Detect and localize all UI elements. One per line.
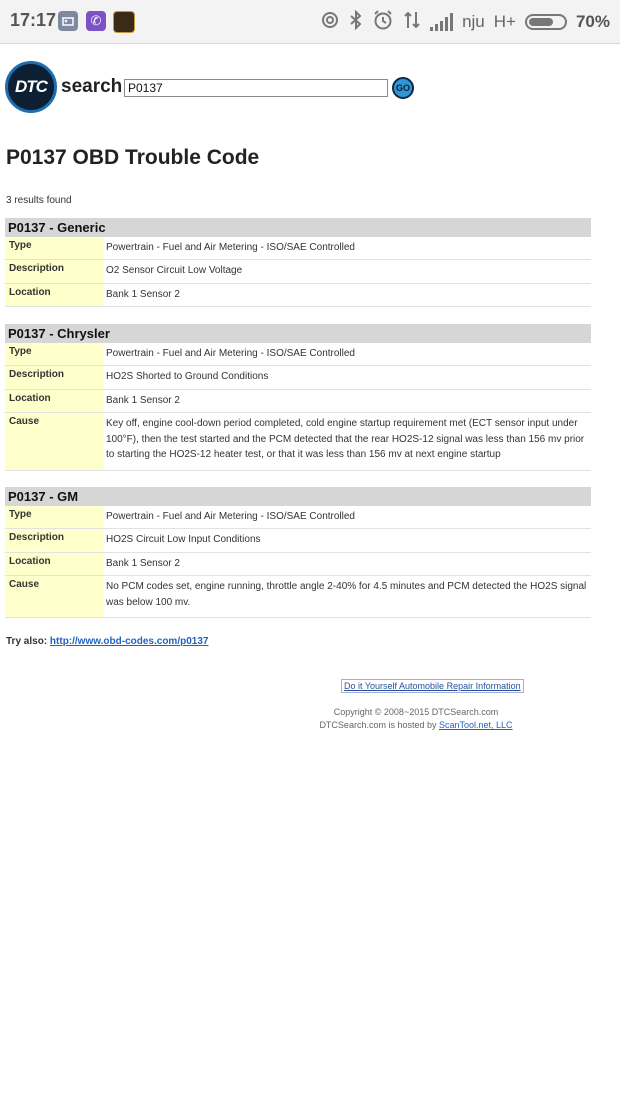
hosted-by bbox=[300, 719, 532, 732]
diy-repair-link[interactable]: Do it Yourself Automobile Repair Information bbox=[341, 679, 524, 693]
table-row bbox=[5, 366, 591, 390]
row-label: Cause bbox=[5, 413, 104, 470]
logo-badge bbox=[5, 61, 57, 113]
row-label: Description bbox=[5, 529, 104, 552]
row-label: Location bbox=[5, 390, 104, 412]
status-time: 17:17 bbox=[10, 10, 57, 30]
section-heading: P0137 - Generic bbox=[5, 218, 591, 237]
row-label: Type bbox=[5, 343, 104, 365]
sync-icon bbox=[320, 10, 340, 35]
section-heading: P0137 - Chrysler bbox=[5, 324, 591, 343]
copyright-text: Copyright © 2008~2015 DTCSearch.com bbox=[333, 707, 499, 717]
table-row bbox=[5, 284, 591, 307]
table-row bbox=[5, 576, 591, 618]
table-row bbox=[5, 529, 591, 553]
row-value: Bank 1 Sensor 2 bbox=[106, 395, 180, 406]
game-icon bbox=[113, 11, 135, 33]
row-value: O2 Sensor Circuit Low Voltage bbox=[106, 265, 243, 276]
table-row bbox=[5, 506, 591, 529]
network-name: nju bbox=[462, 12, 485, 31]
row-value: Key off, engine cool-down period completed, cold engine startup requirement met (ECT sensor input under 100°F), then the test started and the PCM detected that the rear HO2S-12 signal was less than 156 mv prior to starting the HO2S-12 heater test, or that it was less than 156 mv at next engine startup bbox=[106, 418, 585, 460]
hosted-by-text: DTCSearch.com is hosted by bbox=[319, 720, 437, 730]
status-indicators bbox=[320, 9, 610, 35]
table-row bbox=[5, 260, 591, 284]
row-value: No PCM codes set, engine running, throttle angle 2-40% for 4.5 minutes and PCM detected the HO2S signal was below 100 mv. bbox=[106, 581, 587, 608]
search-input[interactable] bbox=[124, 79, 388, 97]
row-label: Description bbox=[5, 260, 104, 283]
site-logo[interactable] bbox=[5, 60, 122, 114]
try-also-label: Try also: bbox=[6, 636, 48, 647]
battery-icon bbox=[525, 14, 567, 30]
table-row bbox=[5, 343, 591, 366]
try-also bbox=[6, 636, 208, 647]
row-value: Powertrain - Fuel and Air Metering - ISO/SAE Controlled bbox=[106, 242, 355, 253]
row-value: HO2S Circuit Low Input Conditions bbox=[106, 534, 261, 545]
table-row bbox=[5, 237, 591, 260]
network-type: H+ bbox=[493, 12, 516, 31]
page-title: P0137 OBD Trouble Code bbox=[6, 146, 260, 169]
row-value: Powertrain - Fuel and Air Metering - ISO/SAE Controlled bbox=[106, 511, 355, 522]
bluetooth-icon bbox=[349, 10, 363, 35]
table-row bbox=[5, 390, 591, 413]
row-label: Description bbox=[5, 366, 104, 389]
logo-badge-text: DTC bbox=[15, 77, 47, 96]
go-button[interactable]: GO bbox=[392, 77, 414, 99]
scantool-link[interactable]: ScanTool.net, LLC bbox=[439, 720, 513, 730]
row-value: Powertrain - Fuel and Air Metering - ISO/SAE Controlled bbox=[106, 348, 355, 359]
logo-word: search bbox=[61, 76, 123, 97]
section-heading: P0137 - GM bbox=[5, 487, 591, 506]
row-label: Type bbox=[5, 506, 104, 528]
status-bar bbox=[0, 0, 620, 44]
data-transfer-icon bbox=[403, 10, 421, 35]
results-count: 3 results found bbox=[6, 195, 72, 206]
row-value: HO2S Shorted to Ground Conditions bbox=[106, 371, 269, 382]
result-section-gm bbox=[5, 487, 591, 618]
result-section-chrysler bbox=[5, 324, 591, 471]
battery-percent: 70% bbox=[575, 12, 610, 31]
row-label: Location bbox=[5, 553, 104, 575]
gallery-icon bbox=[58, 11, 78, 31]
table-row bbox=[5, 553, 591, 576]
try-also-link[interactable]: http://www.obd-codes.com/p0137 bbox=[49, 636, 209, 647]
row-label: Cause bbox=[5, 576, 104, 617]
table-row bbox=[5, 413, 591, 471]
signal-icon bbox=[430, 13, 453, 31]
result-section-generic bbox=[5, 218, 591, 307]
row-label: Type bbox=[5, 237, 104, 259]
row-label: Location bbox=[5, 284, 104, 306]
viber-icon: ✆ bbox=[86, 11, 106, 31]
row-value: Bank 1 Sensor 2 bbox=[106, 558, 180, 569]
alarm-icon bbox=[372, 9, 394, 36]
row-value: Bank 1 Sensor 2 bbox=[106, 289, 180, 300]
